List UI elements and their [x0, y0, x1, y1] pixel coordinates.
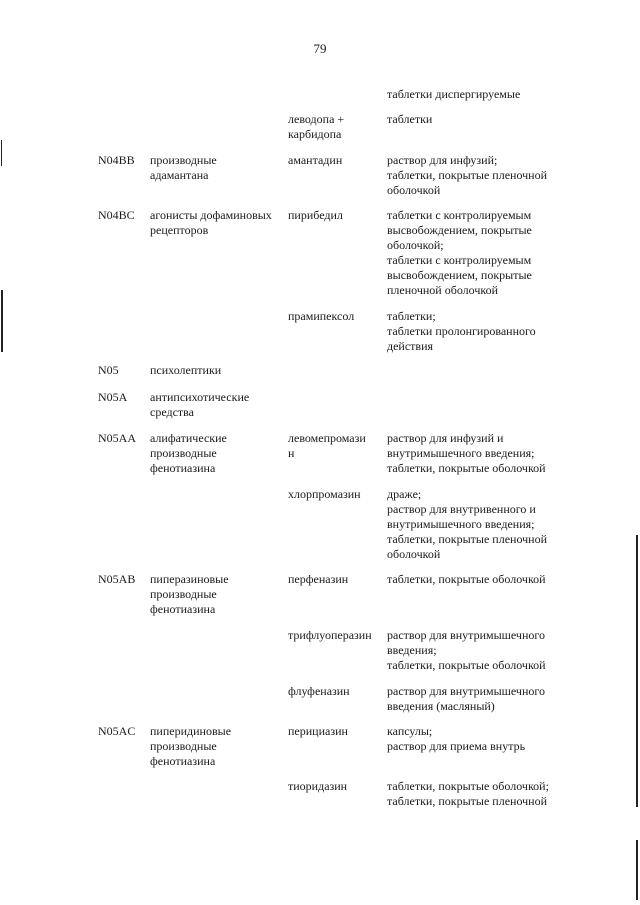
- drug-name: тиоридазин: [288, 779, 348, 793]
- dosage-form: драже; раствор для внутривенного и внутримышечного введения; таблетки, покрытые пленочной оболочкой: [387, 487, 548, 561]
- scan-edge-mark: [636, 840, 638, 900]
- dosage-form: капсулы; раствор для приема внутрь: [387, 724, 526, 753]
- atc-code: N05: [98, 363, 119, 377]
- dosage-form: раствор для инфузий и внутримышечного введения; таблетки, покрытые оболочкой: [387, 431, 546, 475]
- drug-name: хлорпромазин: [288, 487, 361, 501]
- atc-code: N05AC: [98, 724, 136, 738]
- dosage-form: раствор для инфузий; таблетки, покрытые пленочной оболочкой: [387, 153, 548, 197]
- drug-name: перициазин: [288, 724, 348, 738]
- scan-edge-mark: [1, 290, 3, 352]
- drug-name: амантадин: [288, 153, 343, 167]
- group-name: антипсихотические средства: [150, 390, 250, 419]
- group-name: агонисты дофаминовых рецепторов: [150, 208, 272, 237]
- drug-name: трифлуоперазин: [288, 628, 372, 642]
- drug-name: левомепромази н: [288, 431, 366, 460]
- group-name: алифатические производные фенотиазина: [150, 431, 227, 475]
- dosage-form: таблетки диспергируемые: [387, 87, 521, 101]
- drug-name: пирибедил: [288, 208, 343, 222]
- dosage-form: таблетки, покрытые оболочкой: [387, 572, 546, 586]
- dosage-form: таблетки; таблетки пролонгированного действия: [387, 309, 536, 353]
- scan-edge-mark: [636, 535, 638, 807]
- atc-code: N05A: [98, 390, 128, 404]
- drug-name: прамипексол: [288, 309, 355, 323]
- dosage-form: таблетки, покрытые оболочкой; таблетки, покрытые пленочной: [387, 779, 549, 808]
- drug-name: перфеназин: [288, 572, 349, 586]
- drug-name: леводопа + карбидопа: [288, 112, 345, 141]
- dosage-form: раствор для внутримышечного введения; таблетки, покрытые оболочкой: [387, 628, 546, 672]
- atc-code: N04BC: [98, 208, 135, 222]
- dosage-form: раствор для внутримышечного введения (масляный): [387, 684, 545, 713]
- scan-edge-mark: [1, 140, 2, 166]
- group-name: пиперазиновые производные фенотиазина: [150, 572, 229, 616]
- drug-name: флуфеназин: [288, 684, 350, 698]
- dosage-form: таблетки с контролируемым высвобождением, покрытые оболочкой; таблетки с контролируемым высвобождением, покрытые пленочной оболочкой: [387, 208, 532, 297]
- group-name: производные адамантана: [150, 153, 217, 182]
- group-name: психолептики: [150, 363, 222, 377]
- atc-code: N05AB: [98, 572, 136, 586]
- group-name: пиперидиновые производные фенотиазина: [150, 724, 232, 768]
- dosage-form: таблетки: [387, 112, 433, 126]
- atc-code: N05AA: [98, 431, 136, 445]
- page-number: 79: [313, 41, 327, 56]
- atc-code: N04BB: [98, 153, 135, 167]
